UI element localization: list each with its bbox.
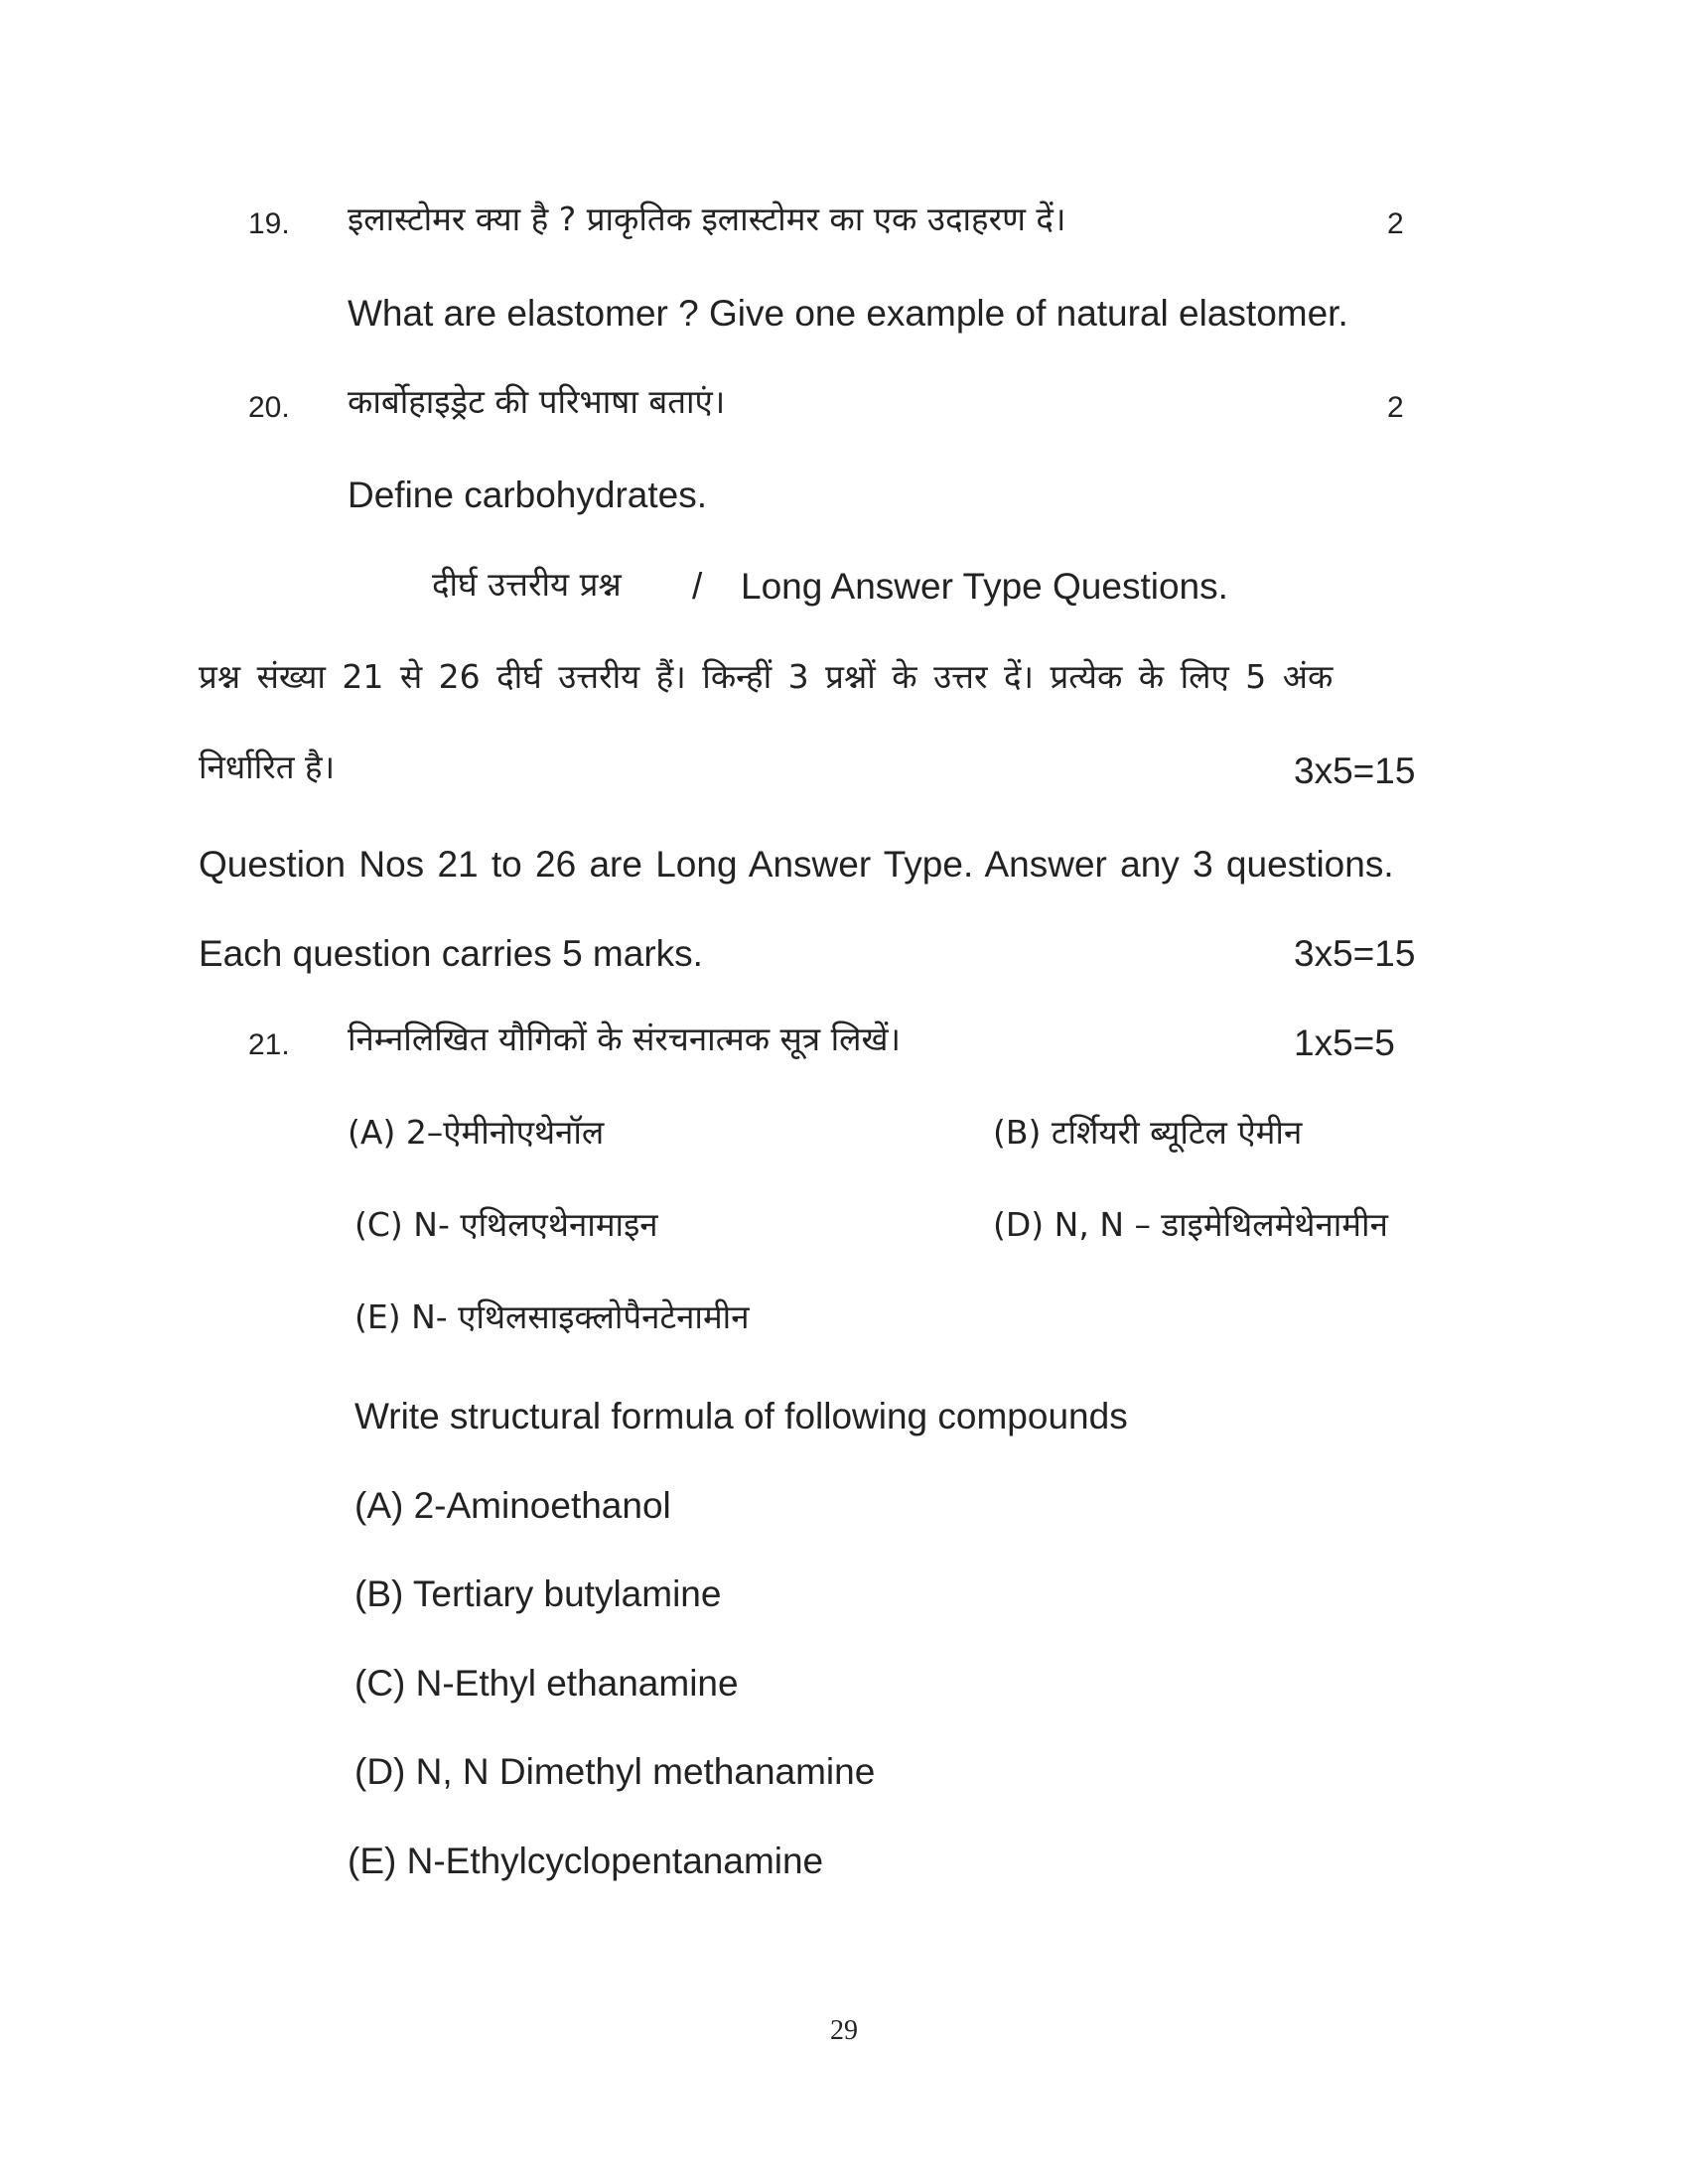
question-21-english: Write structural formula of following compounds <box>354 1396 1128 1436</box>
instructions-hindi-marks: 3x5=15 <box>1294 751 1416 791</box>
instructions-hindi-line-1: प्रश्न संख्या 21 से 26 दीर्घ उत्तरीय हैं। किन्हीं 3 प्रश्नों के उत्तर दें। प्रत्येक के लिए 5 अंक <box>199 657 1334 696</box>
option-b-english: (B) Tertiary butylamine <box>354 1573 722 1614</box>
section-heading-english: Long Answer Type Questions. <box>741 566 1228 607</box>
option-d-hindi: (D) N, N – डाइमेथिलमेथेनामीन <box>993 1205 1388 1244</box>
option-e-hindi: (E) N- एथिलसाइक्लोपैनटेनामीन <box>354 1297 750 1336</box>
instructions-hindi-line-2: निर्धारित है। <box>199 748 336 786</box>
option-a-english: (A) 2-Aminoethanol <box>354 1485 671 1526</box>
instructions-english-line-2: Each question carries 5 marks. <box>199 933 703 974</box>
question-20-hindi: कार्बोहाइड्रेट की परिभाषा बताएं। <box>348 382 726 421</box>
question-20-marks: 2 <box>1387 391 1404 424</box>
question-number-20: 20. <box>248 391 290 424</box>
option-b-hindi: (B) टर्शियरी ब्यूटिल ऐमीन <box>993 1113 1303 1152</box>
question-21-hindi: निम्नलिखित यौगिकों के संरचनात्मक सूत्र लिखें। <box>348 1020 901 1058</box>
instructions-english-marks: 3x5=15 <box>1294 933 1416 974</box>
question-21-marks: 1x5=5 <box>1294 1023 1395 1063</box>
question-19-marks: 2 <box>1387 207 1404 240</box>
instructions-english-line-1: Question Nos 21 to 26 are Long Answer Type. Answer any 3 questions. <box>199 844 1394 885</box>
question-number-21: 21. <box>248 1028 290 1061</box>
option-a-hindi: (A) 2–ऐमीनोएथेनॉल <box>348 1113 605 1152</box>
option-d-english: (D) N, N Dimethyl methanamine <box>354 1751 876 1792</box>
section-heading-separator: / <box>692 566 703 607</box>
option-c-hindi: (C) N- एथिलएथेनामाइन <box>354 1205 658 1244</box>
question-20-english: Define carbohydrates. <box>348 475 707 515</box>
section-heading-hindi: दीर्घ उत्तरीय प्रश्न <box>432 565 622 604</box>
option-e-english: (E) N-Ethylcyclopentanamine <box>348 1841 824 1881</box>
question-19-hindi: इलास्टोमर क्या है ? प्राकृतिक इलास्टोमर का एक उदाहरण दें। <box>348 200 1066 238</box>
option-c-english: (C) N-Ethyl ethanamine <box>354 1663 739 1704</box>
question-number-19: 19. <box>248 207 290 240</box>
page-number: 29 <box>830 2015 858 2046</box>
question-19-english: What are elastomer ? Give one example of natural elastomer. <box>348 293 1348 334</box>
